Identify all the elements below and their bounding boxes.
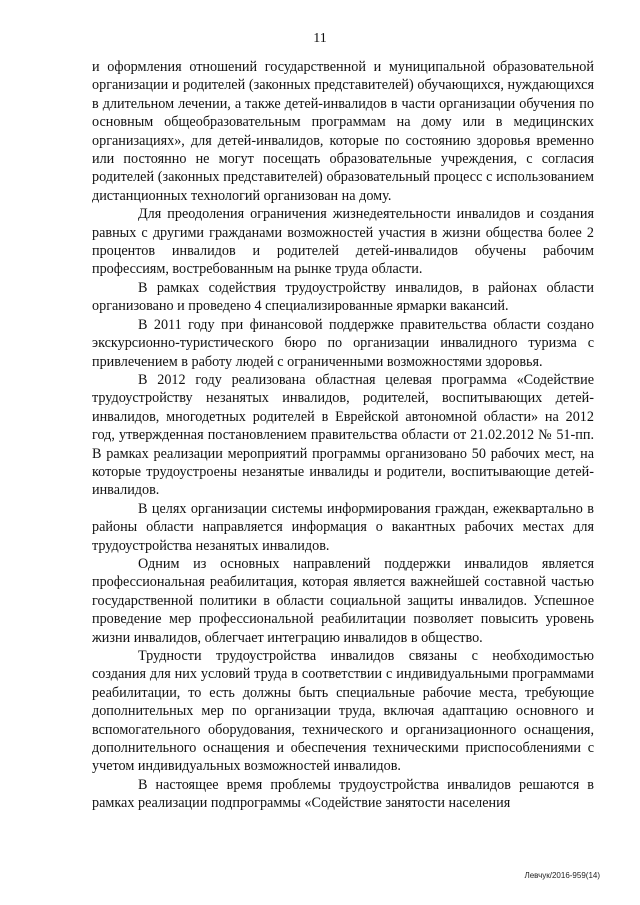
document-body <box>92 58 594 813</box>
paragraph-tourism-bureau: В 2011 году при финансовой поддержке правительства области создано экскурсионно-туристического бюро по организации инвалидного туризма с привлечением в работу людей с ограниченными возможностями здоровья. <box>92 316 594 370</box>
paragraph-vocational-training: Для преодоления ограничения жизнедеятельности инвалидов и создания равных с другими гражданами возможностей участия в жизни общества более 2 процентов инвалидов и родителей детей-инвалидов обучены рабочим профессиям, востребованным на рынке труда области. <box>92 206 594 278</box>
paragraph-continuation: и оформления отношений государственной и муниципальной образовательной организации и родителей (законных представителей) обучающихся, нуждающихся в длительном лечении, а также детей-инвалидов в части организации обучения по основным общеобразовательным программам на дому или в медицинских организациях», для детей-инвалидов, которые по состоянию здоровья временно или постоянно не могут посещать образовательные учреждения, с согласия родителей (законных представителей) образовательный процесс с использованием дистанционных технологий организован на дому. <box>92 59 594 204</box>
paragraph-current-subprogram: В настоящее время проблемы трудоустройства инвалидов решаются в рамках реализации подпрограммы «Содействие занятости населения <box>92 776 594 812</box>
page-number: 11 <box>313 31 327 46</box>
paragraph-professional-rehabilitation: Одним из основных направлений поддержки инвалидов является профессиональная реабилитация, которая является важнейшей составной частью государственной политики в области социальной защиты инвалидов. Успешное проведение мер профессиональной реабилитации позволяет повысить уровень жизни инвалидов, облегчает интеграцию инвалидов в общество. <box>92 555 594 646</box>
paragraph-employment-program-2012: В 2012 году реализована областная целевая программа «Содействие трудоустройству незанятых инвалидов, родителей, воспитывающих детей-инвалидов, многодетных родителей в Еврейской автономной области» на 2012 год, утвержденная постановлением правительства области от 21.02.2012 № 51-пп. В рамках реализации мероприятий программы организовано 50 рабочих мест, на которые трудоустроены незанятые инвалиды и родители, воспитывающие детей-инвалидов. <box>92 371 594 499</box>
footer-document-code: Левчук/2016-959(14) <box>524 871 600 880</box>
paragraph-job-fairs: В рамках содействия трудоустройству инвалидов, в районах области организовано и проведено 4 специализированные ярмарки вакансий. <box>92 279 594 315</box>
paragraph-vacancy-information: В целях организации системы информирования граждан, ежеквартально в районы области направляется информация о вакантных рабочих местах для трудоустройства незанятых инвалидов. <box>92 500 594 554</box>
paragraph-employment-difficulties: Трудности трудоустройства инвалидов связаны с необходимостью создания для них условий труда в соответствии с индивидуальными программами реабилитации, то есть должны быть специальные рабочие места, требующие дополнительных мер по организации труда, включая адаптацию основного и вспомогательного оборудования, технического и организационного оснащения, дополнительного оснащения и обеспечения техническими приспособлениями с учетом индивидуальных возможностей инвалидов. <box>92 648 594 775</box>
